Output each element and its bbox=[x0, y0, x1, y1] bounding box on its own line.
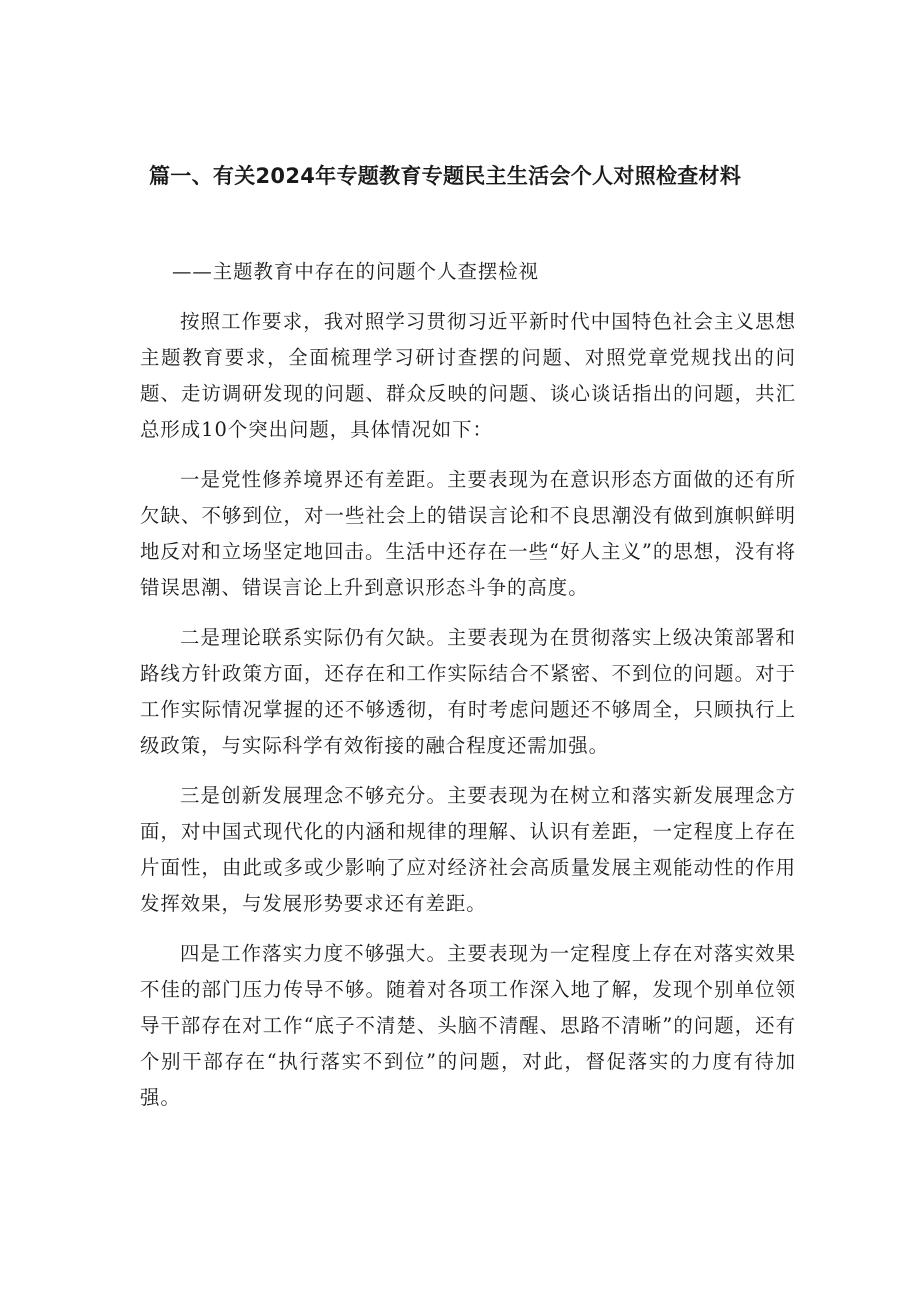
paragraph-issue-3: 三是创新发展理念不够充分。主要表现为在树立和落实新发展理念方面，对中国式现代化的内涵和规律的理解、认识有差距，一定程度上存在片面性，由此或多或少影响了应对经济社会高质量发展主观能动性的作用发挥效果，与发展形势要求还有差距。 bbox=[140, 784, 796, 915]
document-subtitle: ——主题教育中存在的问题个人查摆检视 bbox=[172, 260, 540, 283]
paragraph-intro: 按照工作要求，我对照学习贯彻习近平新时代中国特色社会主义思想主题教育要求，全面梳理学习研讨查摆的问题、对照党章党规找出的问题、走访调研发现的问题、群众反映的问题、谈心谈话指出的问题，共汇总形成10个突出问题，具体情况如下： bbox=[140, 310, 796, 441]
paragraph-issue-4: 四是工作落实力度不够强大。主要表现为一定程度上存在对落实效果不佳的部门压力传导不够。随着对各项工作深入地了解，发现个别单位领导干部存在对工作“底子不清楚、头脑不清醒、思路不清晰”的问题，还有个别干部存在“执行落实不到位”的问题，对此，督促落实的力度有待加强。 bbox=[140, 942, 796, 1109]
paragraph-issue-1: 一是党性修养境界还有差距。主要表现为在意识形态方面做的还有所欠缺、不够到位，对一些社会上的错误言论和不良思潮没有做到旗帜鲜明地反对和立场坚定地回击。生活中还存在一些“好人主义”的思想，没有将错误思潮、错误言论上升到意识形态斗争的高度。 bbox=[140, 468, 796, 599]
document-body bbox=[140, 254, 796, 1130]
paragraph-issue-2: 二是理论联系实际仍有欠缺。主要表现为在贯彻落实上级决策部署和路线方针政策方面，还存在和工作实际结合不紧密、不到位的问题。对于工作实际情况掌握的还不够透彻，有时考虑问题还不够周全，只顾执行上级政策，与实际科学有效衔接的融合程度还需加强。 bbox=[140, 626, 796, 757]
document-title: 篇一、有关2024年专题教育专题民主生活会个人对照检查材料 bbox=[149, 164, 742, 188]
